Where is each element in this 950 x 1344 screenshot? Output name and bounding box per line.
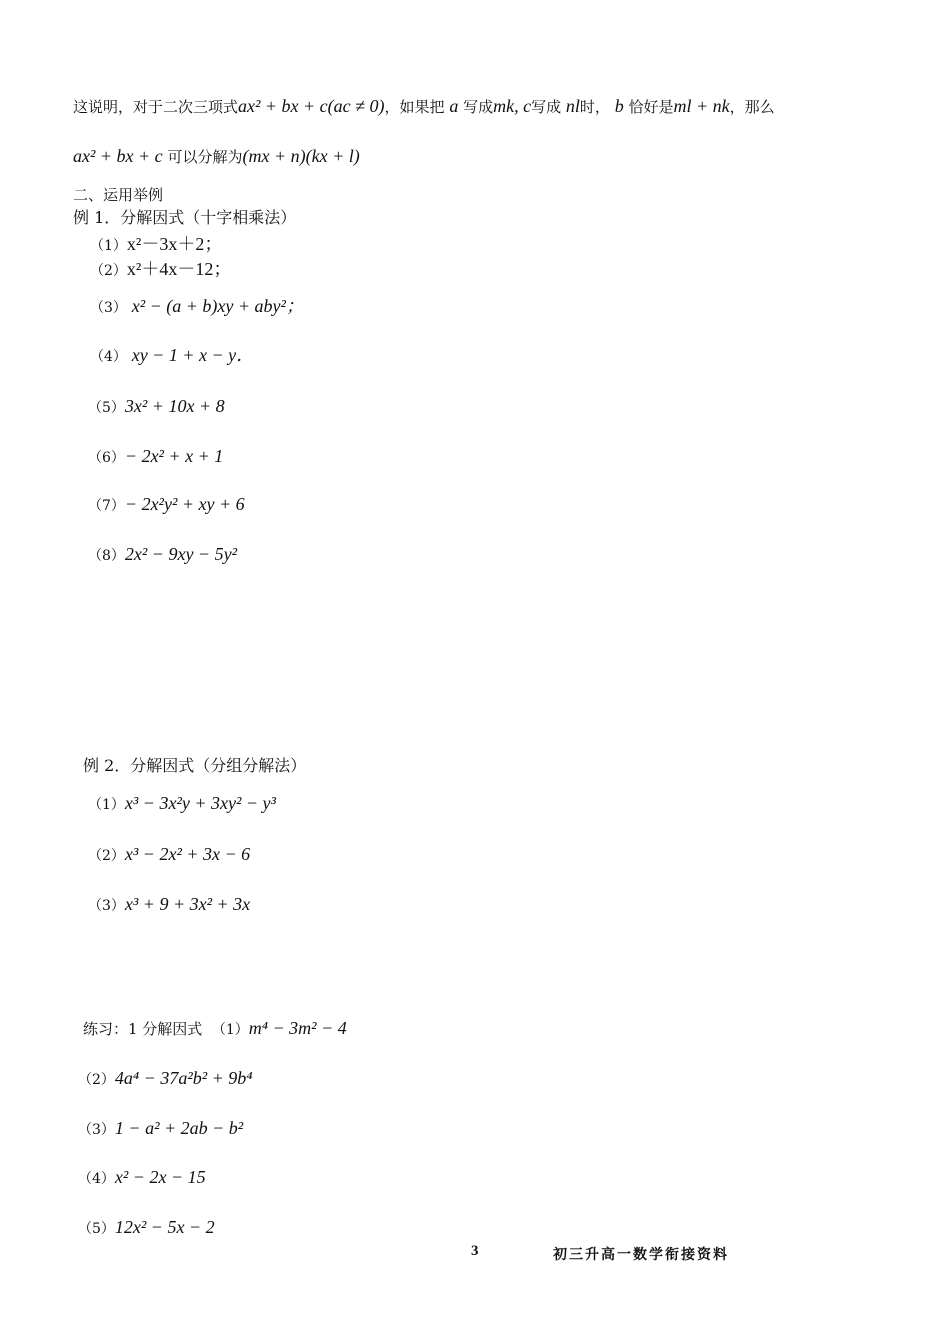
item-expression: 1 − a² + 2ab − b²	[114, 1118, 244, 1138]
practice-title: 练习：1 分解因式	[83, 1020, 203, 1038]
intro-text: ，那么	[729, 98, 775, 116]
item-label: （1）	[88, 797, 125, 813]
example-1-item	[90, 345, 254, 367]
item-label: （1）	[90, 238, 127, 254]
item-expression: x² − (a + b)xy + aby²；	[131, 296, 304, 316]
item-label: （5）	[88, 400, 125, 416]
item-label: （6）	[88, 450, 125, 466]
example-2-item	[88, 894, 250, 916]
item-label: （3）	[78, 1122, 115, 1138]
practice-item	[78, 1118, 243, 1140]
intro-text: 这说明，对于二次三项式	[73, 98, 239, 116]
item-label: （2）	[88, 848, 125, 864]
item-expression: x³ − 3x²y + 3xy² − y³	[124, 793, 276, 813]
practice-item	[83, 1018, 347, 1040]
intro-result: (mx + n)(kx + l)	[242, 146, 360, 166]
item-expression: x³ + 9 + 3x² + 3x	[124, 894, 251, 914]
intro-expression: mk, c	[493, 96, 532, 116]
page-number: 3	[471, 1243, 479, 1259]
item-label: （2）	[90, 263, 127, 279]
item-expression: 3x² + 10x + 8	[124, 396, 225, 416]
intro-text: 时，	[579, 98, 610, 116]
example-1-item	[90, 234, 222, 256]
intro-variable: b	[614, 96, 624, 116]
item-expression: xy − 1 + x − y．	[131, 345, 255, 365]
example-2-title: 例 2．分解因式（分组分解法）	[83, 756, 307, 775]
section-title: 二、运用举例	[73, 186, 164, 204]
intro-text: 写成	[531, 98, 562, 116]
item-label: （5）	[78, 1221, 115, 1237]
example-1-item	[90, 296, 304, 318]
item-expression: 12x² − 5x − 2	[114, 1217, 215, 1237]
item-label: （3）	[90, 300, 127, 316]
item-expression: x³ − 2x² + 3x − 6	[124, 844, 251, 864]
intro-expression: ml + nk	[673, 96, 730, 116]
item-label: （3）	[88, 898, 125, 914]
item-label: （8）	[88, 548, 125, 564]
item-expression: 2x² − 9xy − 5y²	[124, 544, 237, 564]
example-1-item	[88, 446, 223, 468]
intro-text: ，如果把	[384, 98, 445, 116]
intro-expression: ax² + bx + c(ac ≠ 0)	[238, 96, 385, 116]
footer-doc-title: 初三升高一数学衔接资料	[553, 1247, 729, 1263]
intro-text: 写成	[463, 98, 494, 116]
example-2-item	[88, 793, 276, 815]
intro-text: 恰好是	[628, 98, 674, 116]
item-expression: x²＋4x－12；	[126, 259, 232, 279]
item-expression: 4a⁴ − 37a²b² + 9b⁴	[114, 1068, 253, 1088]
item-expression: x²－3x＋2；	[126, 234, 223, 254]
item-expression: − 2x² + x + 1	[124, 446, 224, 466]
example-1-item	[90, 259, 231, 281]
example-2-item	[88, 844, 250, 866]
item-label: （4）	[78, 1171, 115, 1187]
example-1-item	[88, 544, 237, 566]
practice-item	[78, 1217, 215, 1239]
item-label: （1）	[211, 1022, 249, 1038]
item-label: （2）	[78, 1072, 115, 1088]
intro-variable: a	[449, 96, 459, 116]
intro-expression: ax² + bx + c	[73, 146, 163, 166]
practice-item	[78, 1068, 253, 1090]
item-expression: m⁴ − 3m² − 4	[248, 1018, 347, 1038]
practice-item	[78, 1167, 206, 1189]
example-1-item	[88, 494, 245, 516]
intro-expression: nl	[565, 96, 580, 116]
intro-line-2	[73, 146, 360, 167]
item-expression: − 2x²y² + xy + 6	[124, 494, 245, 514]
item-expression: x² − 2x − 15	[114, 1167, 206, 1187]
example-1-item	[88, 396, 225, 418]
intro-text: 可以分解为	[167, 148, 243, 166]
item-label: （4）	[90, 349, 127, 365]
item-label: （7）	[88, 498, 125, 514]
example-1-title: 例 1．分解因式（十字相乘法）	[73, 208, 297, 227]
intro-line-1	[73, 96, 775, 117]
